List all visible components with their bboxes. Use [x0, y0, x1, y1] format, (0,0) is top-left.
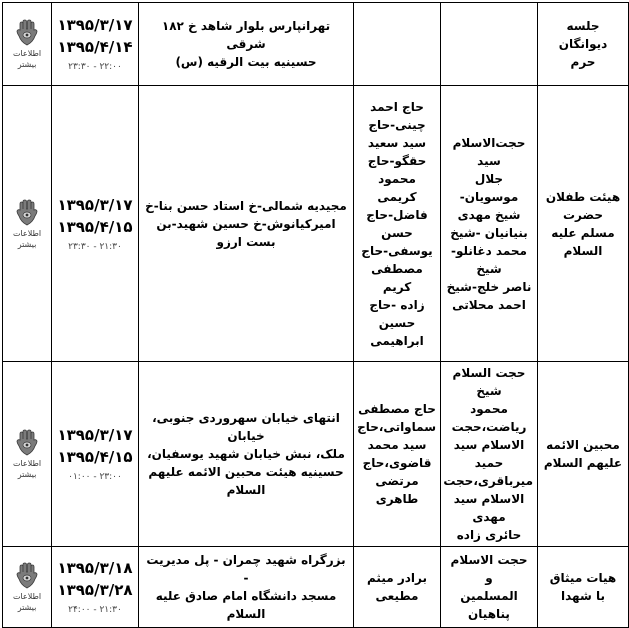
time-range: ۲۳:۳۰ - ۲۲:۰۰	[68, 62, 122, 72]
speaker: حجت السلام شیخ محمود ریاضت،حجت الاسلام سید حمید میرباقری،حجت الاسلام سید مهدی حائری زاده	[443, 366, 533, 542]
more-info-label: بیشتر	[17, 470, 37, 479]
address-cell	[139, 86, 354, 362]
speaker-cell	[441, 547, 538, 628]
singer-cell	[354, 3, 441, 86]
address-cell	[139, 3, 354, 86]
more-info-button[interactable]	[7, 561, 47, 613]
date-cell	[52, 362, 139, 547]
address-cell	[139, 547, 354, 628]
more-info-button[interactable]	[7, 428, 47, 480]
events-table	[2, 2, 629, 628]
singer-cell	[354, 362, 441, 547]
table-row	[3, 547, 629, 628]
start-date: ۱۳۹۵/۳/۱۷	[57, 195, 133, 214]
date-cell	[52, 3, 139, 86]
event-name-cell	[538, 86, 629, 362]
more-info-label: بیشتر	[17, 60, 37, 69]
more-info-label: اطلاعات	[12, 228, 42, 238]
hamsa-icon	[14, 18, 40, 48]
singer: حاج احمد چینی-حاج سید سعید حقگو-حاج محمود کریمی فاضل-حاج حسن یوسفی-حاج مصطفی کریم زاده -حاج حسین ابراهیمی	[361, 99, 433, 348]
speaker-cell	[441, 362, 538, 547]
event-name: هیئت طفلان حضرت مسلم علیه السلام	[545, 189, 621, 258]
event-name: محبین الائمه علیهم السلام	[543, 438, 623, 470]
speaker-cell	[441, 3, 538, 86]
speaker: حجت‌الاسلام سید جلال موسویان- شیخ مهدی بنیانیان -شیخ محمد دغانلو-شیخ ناصر خلج-شیخ احمد محلاتی	[446, 135, 532, 312]
more-info-cell[interactable]	[3, 362, 52, 547]
more-info-label: اطلاعات	[12, 49, 42, 58]
address: مجیدیه شمالی-خ استاد حسن بنا-خ امیرکیانوش-خ حسین شهید-بن بست ارزو	[145, 198, 347, 249]
date-cell	[52, 547, 139, 628]
time-range: ۲۴:۰۰ - ۲۱:۳۰	[68, 605, 122, 615]
date-cell	[52, 86, 139, 362]
table-row	[3, 362, 629, 547]
speaker-cell	[441, 86, 538, 362]
more-info-label: اطلاعات	[12, 459, 42, 468]
more-info-cell[interactable]	[3, 547, 52, 628]
event-name: هیات میثاق با شهدا	[549, 571, 617, 603]
start-date: ۱۳۹۵/۳/۱۷	[57, 16, 133, 34]
start-date: ۱۳۹۵/۳/۱۷	[57, 426, 133, 444]
more-info-label: بیشتر	[17, 239, 37, 249]
hamsa-icon	[14, 561, 40, 591]
event-name-cell	[538, 362, 629, 547]
address: انتهای خیابان سهروردی جنوبی، خیابان ملک، نبش خیابان شهید یوسفیان، حسینیه هیئت محبین الائمه علیهم السلام	[147, 411, 345, 497]
more-info-button[interactable]	[7, 198, 47, 250]
hamsa-icon	[14, 198, 40, 228]
address-cell	[139, 362, 354, 547]
singer-cell	[354, 86, 441, 362]
end-date: ۱۳۹۵/۳/۲۸	[57, 581, 133, 599]
event-name-cell	[538, 3, 629, 86]
speaker: حجت الاسلام و المسلمین پناهیان	[450, 553, 528, 621]
address: تهرانپارس بلوار شاهد خ ۱۸۲ شرقی حسینیه بیت الرقیه (س)	[161, 19, 331, 69]
time-range: ۲۳:۳۰ - ۲۱:۳۰	[68, 241, 122, 252]
event-name-cell	[538, 547, 629, 628]
singer: حاج مصطفی سماواتی،حاج سید محمد قاضوی،حاج مرتضی طاهری	[357, 402, 436, 506]
more-info-label: بیشتر	[17, 603, 37, 612]
event-name: جلسه دیوانگان حرم	[558, 19, 608, 69]
start-date: ۱۳۹۵/۳/۱۸	[57, 559, 133, 577]
table-row	[3, 3, 629, 86]
table-row	[3, 86, 629, 362]
singer-cell	[354, 547, 441, 628]
singer: برادر میثم مطیعی	[367, 571, 427, 603]
more-info-label: اطلاعات	[12, 592, 42, 601]
time-range: ۰۱:۰۰ - ۲۳:۰۰	[68, 472, 122, 482]
more-info-button[interactable]	[7, 18, 47, 70]
end-date: ۱۳۹۵/۴/۱۵	[57, 217, 133, 236]
address: بزرگراه شهید چمران - پل مدیریت - مسجد دانشگاه امام صادق علیه السلام	[146, 553, 346, 621]
hamsa-icon	[14, 428, 40, 458]
more-info-cell[interactable]	[3, 86, 52, 362]
end-date: ۱۳۹۵/۴/۱۵	[57, 448, 133, 466]
end-date: ۱۳۹۵/۴/۱۴	[57, 38, 133, 56]
more-info-cell[interactable]	[3, 3, 52, 86]
